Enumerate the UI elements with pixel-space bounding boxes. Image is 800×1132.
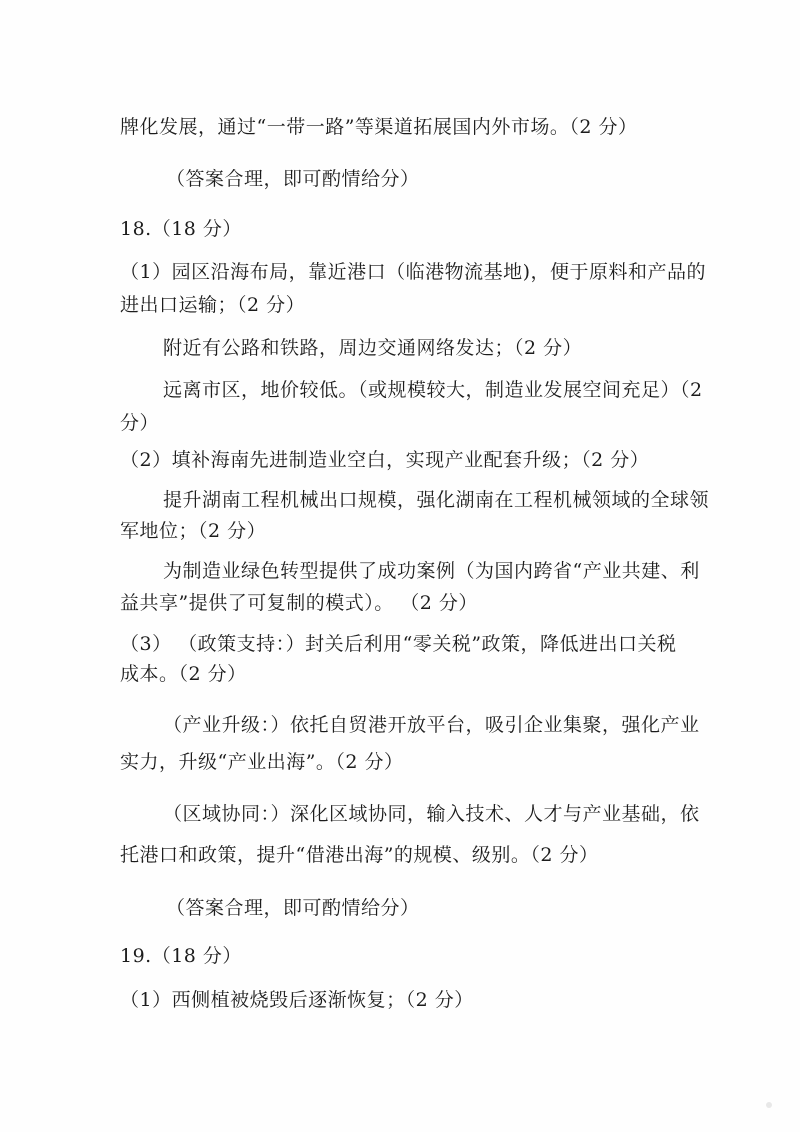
scan-speck xyxy=(766,1102,772,1108)
text-line: （区域协同：）深化区域协同，输入技术、人才与产业基础，依 xyxy=(163,803,700,825)
text-line: 军地位；（2 分） xyxy=(120,520,267,542)
text-line: 进出口运输；（2 分） xyxy=(120,294,306,316)
text-line: 实力，升级“产业出海”。（2 分） xyxy=(120,751,404,773)
text-line: （产业升级：）依托自贸港开放平台，吸引企业集聚，强化产业 xyxy=(163,714,700,736)
text-line: （答案合理，即可酌情给分） xyxy=(166,897,420,919)
text-line: 为制造业绿色转型提供了成功案例（为国内跨省“产业共建、利 xyxy=(163,560,700,582)
question-heading-19: 19.（18 分） xyxy=(120,945,242,967)
text-line: 提升湖南工程机械出口规模，强化湖南在工程机械领域的全球领 xyxy=(163,489,710,511)
text-line: 牌化发展，通过“一带一路”等渠道拓展国内外市场。（2 分） xyxy=(120,116,638,138)
text-line: 附近有公路和铁路，周边交通网络发达；（2 分） xyxy=(163,337,583,359)
question-heading-18: 18.（18 分） xyxy=(120,218,242,240)
text-line: （3） （政策支持：）封关后利用“零关税”政策，降低进出口关税 xyxy=(120,633,677,655)
text-line: 益共享”提供了可复制的模式）。 （2 分） xyxy=(120,592,478,614)
text-line: 托港口和政策，提升“借港出海”的规模、级别。（2 分） xyxy=(120,844,599,866)
text-line: 远离市区，地价较低。（或规模较大，制造业发展空间充足）（2 xyxy=(163,379,703,401)
text-line: （答案合理，即可酌情给分） xyxy=(166,168,420,190)
text-line: 成本。（2 分） xyxy=(120,663,247,685)
text-line: （2）填补海南先进制造业空白，实现产业配套升级；（2 分） xyxy=(120,449,650,471)
text-line: 分） xyxy=(120,412,160,434)
text-line: （1）园区沿海布局，靠近港口（临港物流基地)，便于原料和产品的 xyxy=(120,261,707,283)
text-line: （1）西侧植被烧毁后逐渐恢复；（2 分） xyxy=(120,989,474,1011)
